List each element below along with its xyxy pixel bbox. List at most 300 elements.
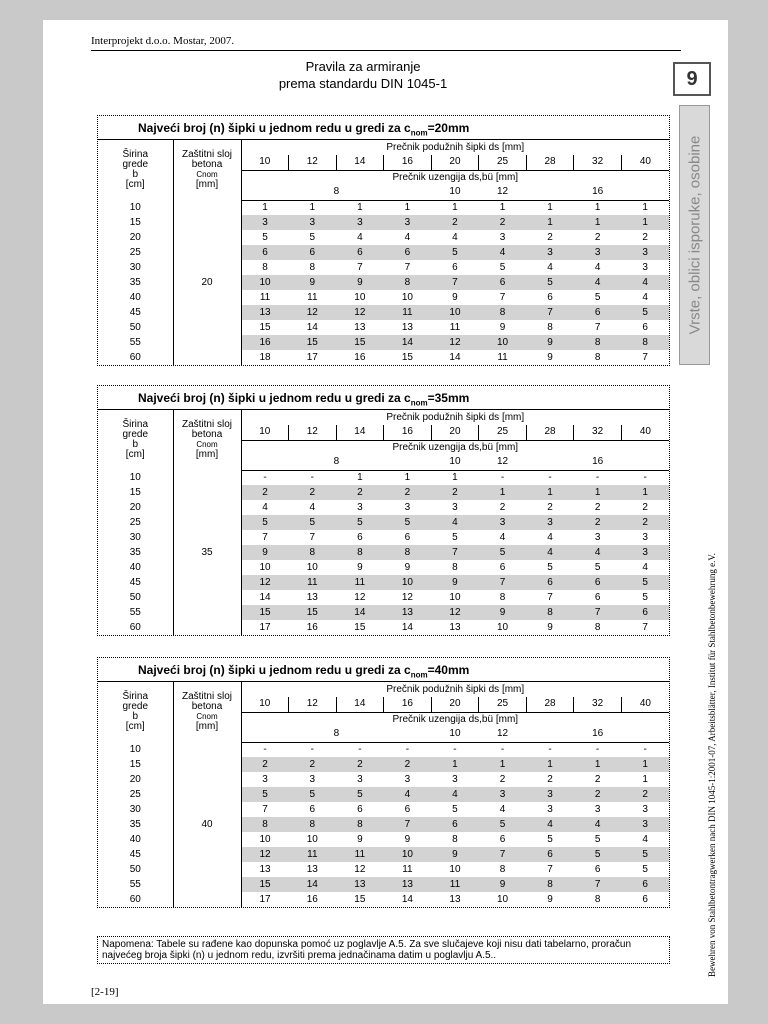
- count-cell: -: [405, 744, 410, 756]
- diameter-header: 25: [479, 425, 527, 440]
- count-cell: 8: [499, 864, 506, 875]
- count-cell: 9: [499, 322, 506, 333]
- count-cell: 6: [357, 532, 363, 543]
- company-header: Interprojekt d.o.o. Mostar, 2007.: [91, 35, 235, 47]
- count-cell: 7: [431, 275, 479, 290]
- count-cell: 9: [357, 834, 363, 845]
- count-cell: 8: [574, 335, 622, 350]
- count-cell: 1: [309, 202, 316, 214]
- count-cell: 7: [479, 575, 527, 590]
- count-cell: 6: [621, 877, 669, 892]
- table-row: [98, 742, 669, 757]
- count-cell: 3: [241, 215, 289, 230]
- count-cell: 8: [594, 622, 601, 633]
- count-cell: 3: [621, 245, 669, 260]
- count-cell: 8: [499, 592, 506, 603]
- count-cell: 17: [259, 894, 271, 905]
- bar-diameter-header: Prečnik podužnih šipki ds [mm]: [386, 683, 525, 695]
- side-tab: [679, 105, 710, 365]
- count-cell: 2: [574, 787, 622, 802]
- count-cell: 12: [431, 605, 479, 620]
- count-cell: 2: [594, 232, 601, 243]
- count-cell: 5: [574, 847, 622, 862]
- header-cnom: Cnom: [196, 712, 218, 721]
- count-cell: 1: [526, 757, 574, 772]
- table-row: [98, 470, 669, 485]
- count-cell: 8: [262, 262, 268, 273]
- count-cell: 3: [526, 245, 574, 260]
- width-cell: 15: [98, 485, 173, 500]
- count-cell: 2: [289, 485, 337, 500]
- width-cell: 15: [98, 757, 173, 772]
- count-cell: 2: [499, 502, 506, 513]
- count-cell: 7: [357, 262, 363, 273]
- count-cell: 5: [594, 292, 601, 303]
- count-cell: 5: [479, 817, 527, 832]
- count-cell: 6: [404, 804, 411, 815]
- count-cell: 11: [402, 864, 413, 875]
- count-cell: 4: [499, 804, 506, 815]
- count-cell: 12: [289, 305, 337, 320]
- count-cell: 10: [306, 562, 318, 573]
- count-cell: 10: [496, 622, 509, 633]
- count-cell: 14: [336, 605, 384, 620]
- count-cell: 12: [241, 847, 289, 862]
- count-cell: 4: [357, 232, 363, 243]
- width-cell: 10: [98, 742, 173, 757]
- count-cell: 3: [262, 774, 268, 785]
- count-cell: 15: [241, 605, 289, 620]
- count-cell: 15: [354, 622, 366, 633]
- diameter-header: 40: [621, 425, 669, 440]
- count-cell: 4: [479, 245, 527, 260]
- stirrup-12: 12: [479, 455, 527, 470]
- count-cell: -: [310, 472, 314, 484]
- count-cell: 2: [642, 232, 648, 243]
- diameter-header: 28: [526, 697, 574, 712]
- bar-count-table: [98, 140, 669, 365]
- count-cell: 9: [289, 275, 337, 290]
- count-cell: -: [643, 744, 647, 756]
- width-cell: 45: [98, 575, 173, 590]
- count-cell: 6: [594, 864, 601, 875]
- count-cell: 13: [241, 305, 289, 320]
- count-cell: 1: [594, 202, 601, 214]
- count-cell: 14: [259, 592, 271, 603]
- count-cell: 5: [547, 562, 553, 573]
- count-cell: 9: [404, 834, 411, 845]
- header-betona: betona: [191, 429, 223, 440]
- section-title: [98, 386, 669, 410]
- count-cell: 4: [526, 545, 574, 560]
- count-cell: 9: [336, 275, 384, 290]
- count-cell: 7: [431, 545, 479, 560]
- count-cell: 13: [401, 322, 413, 333]
- header-rule: [91, 50, 681, 51]
- count-cell: 10: [496, 894, 509, 905]
- header-b: b: [132, 711, 139, 722]
- count-cell: 4: [404, 232, 411, 243]
- count-cell: 13: [384, 877, 432, 892]
- count-cell: 3: [621, 545, 669, 560]
- title-line-1: Pravila za armiranje: [305, 59, 421, 74]
- width-cell: 20: [98, 500, 173, 515]
- header-cm: [cm]: [125, 179, 145, 190]
- count-cell: 10: [259, 562, 271, 573]
- count-cell: 1: [526, 485, 574, 500]
- diameter-header: 20: [431, 425, 479, 440]
- section-title-text: Najveći broj (n) šipki u jednom redu u gredi za c: [138, 121, 411, 135]
- count-cell: 4: [621, 275, 669, 290]
- count-cell: 7: [309, 532, 316, 543]
- stirrup-header: Prečnik uzengija ds,bü [mm]: [392, 441, 519, 453]
- note: Napomena: Tabele su rađene kao dopunska pomoć uz poglavlje A.5. Za sve slučajeve koji nisu dati tabelarno, proračun najvećeg broja šipki (n) u jednom redu, izvršiti prema jednačinama datim u poglavlju A.5..: [97, 936, 670, 964]
- diameter-header: 20: [431, 155, 479, 170]
- width-cell: 40: [98, 832, 173, 847]
- count-cell: 3: [594, 532, 601, 543]
- width-cell: 45: [98, 847, 173, 862]
- count-cell: 6: [574, 305, 622, 320]
- count-cell: 12: [401, 592, 413, 603]
- count-cell: 13: [384, 605, 432, 620]
- section-title-sub: nom: [410, 128, 428, 138]
- count-cell: 9: [547, 622, 553, 633]
- diameter-header: 12: [289, 697, 337, 712]
- bar-count-table: [98, 682, 669, 907]
- cover-cell: 35: [173, 470, 241, 635]
- count-cell: 7: [594, 322, 601, 333]
- count-cell: 3: [574, 245, 622, 260]
- count-cell: 3: [357, 502, 363, 513]
- section-title-text: Najveći broj (n) šipki u jednom redu u gredi za c: [138, 663, 411, 677]
- count-cell: 15: [241, 877, 289, 892]
- count-cell: 8: [289, 817, 337, 832]
- count-cell: 7: [574, 605, 622, 620]
- count-cell: -: [643, 472, 647, 484]
- count-cell: 4: [431, 515, 479, 530]
- count-cell: 3: [621, 817, 669, 832]
- count-cell: 9: [526, 335, 574, 350]
- header-grede: grede: [122, 429, 149, 440]
- count-cell: 12: [336, 305, 384, 320]
- count-cell: 7: [262, 532, 268, 543]
- stirrup-12: 12: [479, 185, 527, 200]
- stirrup-16: 16: [526, 185, 669, 200]
- count-cell: 3: [357, 774, 363, 785]
- table-row: [98, 200, 669, 215]
- diameter-header: 28: [526, 425, 574, 440]
- stirrup-10: 10: [431, 727, 479, 742]
- count-cell: 6: [452, 262, 458, 273]
- count-cell: 5: [479, 545, 527, 560]
- count-cell: 3: [404, 502, 411, 513]
- count-cell: 1: [642, 202, 648, 214]
- width-cell: 30: [98, 802, 173, 817]
- count-cell: 1: [547, 202, 553, 214]
- count-cell: -: [548, 744, 552, 756]
- count-cell: 7: [384, 817, 432, 832]
- section-title-text: Najveći broj (n) šipki u jednom redu u gredi za c: [138, 391, 411, 405]
- count-cell: 15: [289, 335, 337, 350]
- count-cell: 10: [449, 592, 461, 603]
- count-cell: 5: [452, 804, 458, 815]
- count-cell: 3: [526, 787, 574, 802]
- header-cm: [cm]: [125, 449, 145, 460]
- count-cell: 7: [574, 877, 622, 892]
- width-cell: 40: [98, 560, 173, 575]
- count-cell: 4: [642, 292, 648, 303]
- diameter-header: 32: [574, 697, 622, 712]
- count-cell: 8: [452, 562, 458, 573]
- count-cell: 2: [547, 502, 553, 513]
- count-cell: 6: [289, 245, 337, 260]
- count-cell: 8: [309, 262, 316, 273]
- count-cell: 5: [336, 515, 384, 530]
- count-cell: 1: [574, 215, 622, 230]
- header-betona: betona: [191, 701, 223, 712]
- count-cell: -: [358, 744, 362, 756]
- count-cell: 9: [452, 292, 458, 303]
- cover-header: [173, 410, 241, 470]
- count-cell: 6: [499, 834, 506, 845]
- diameter-header: 12: [289, 155, 337, 170]
- count-cell: 13: [449, 622, 461, 633]
- width-cell: 35: [98, 817, 173, 832]
- count-cell: 5: [289, 787, 337, 802]
- count-cell: 7: [479, 847, 527, 862]
- stirrup-10: 10: [431, 185, 479, 200]
- count-cell: 12: [354, 592, 366, 603]
- count-cell: 11: [449, 322, 461, 333]
- count-cell: 1: [404, 472, 411, 484]
- count-cell: 5: [594, 834, 601, 845]
- header-mm: [mm]: [195, 179, 219, 190]
- count-cell: 2: [431, 215, 479, 230]
- count-cell: 8: [594, 352, 601, 363]
- bar-diameter-header: Prečnik podužnih šipki ds [mm]: [386, 141, 525, 153]
- diameter-header: 10: [241, 155, 289, 170]
- count-cell: 6: [621, 605, 669, 620]
- count-cell: 3: [479, 515, 527, 530]
- header-b: b: [132, 169, 139, 180]
- count-cell: 8: [241, 817, 289, 832]
- count-cell: 1: [621, 485, 669, 500]
- count-cell: 3: [309, 774, 316, 785]
- count-cell: 9: [479, 877, 527, 892]
- count-cell: 1: [357, 202, 363, 214]
- count-cell: 6: [574, 575, 622, 590]
- count-cell: 6: [499, 562, 506, 573]
- count-cell: 7: [642, 352, 648, 363]
- count-cell: 1: [621, 215, 669, 230]
- count-cell: 12: [354, 864, 366, 875]
- width-cell: 20: [98, 772, 173, 787]
- count-cell: 6: [431, 817, 479, 832]
- count-cell: 10: [401, 292, 413, 303]
- count-cell: 6: [241, 245, 289, 260]
- width-cell: 60: [98, 350, 173, 365]
- count-cell: 1: [526, 215, 574, 230]
- header-zastitni: Zaštitni sloj: [181, 149, 232, 160]
- count-cell: 3: [526, 515, 574, 530]
- count-cell: 3: [452, 502, 458, 513]
- stirrup-8: 8: [241, 727, 431, 742]
- count-cell: 3: [384, 215, 432, 230]
- count-cell: 5: [384, 515, 432, 530]
- count-cell: 5: [642, 864, 648, 875]
- count-cell: 3: [642, 532, 648, 543]
- count-cell: 16: [306, 622, 318, 633]
- count-cell: 8: [336, 817, 384, 832]
- count-cell: 8: [289, 545, 337, 560]
- diameter-header: 28: [526, 155, 574, 170]
- count-cell: 10: [449, 864, 461, 875]
- count-cell: 2: [336, 485, 384, 500]
- count-cell: 2: [621, 515, 669, 530]
- count-cell: 11: [289, 575, 337, 590]
- count-cell: -: [595, 744, 600, 756]
- page-title: [253, 58, 473, 92]
- count-cell: 7: [642, 622, 648, 633]
- count-cell: 17: [259, 622, 271, 633]
- section-title: [98, 116, 669, 140]
- count-cell: 2: [621, 787, 669, 802]
- count-cell: -: [453, 744, 457, 756]
- width-cell: 25: [98, 515, 173, 530]
- count-cell: 8: [336, 545, 384, 560]
- count-cell: 15: [354, 894, 366, 905]
- header-cnom: Cnom: [196, 170, 218, 179]
- count-cell: 3: [452, 774, 458, 785]
- width-cell: 55: [98, 605, 173, 620]
- width-cell: 20: [98, 230, 173, 245]
- side-tab-label: Vrste, oblici isporuke, osobine: [686, 135, 703, 335]
- count-cell: 6: [642, 894, 648, 905]
- table-section: [97, 385, 670, 636]
- count-cell: 16: [241, 335, 289, 350]
- stirrup-header: Prečnik uzengija ds,bü [mm]: [392, 713, 519, 725]
- count-cell: 4: [642, 562, 648, 573]
- section-title: [98, 658, 669, 682]
- diameter-header: 14: [336, 425, 384, 440]
- count-cell: 11: [384, 305, 432, 320]
- count-cell: 11: [336, 847, 384, 862]
- count-cell: 4: [574, 817, 622, 832]
- header-zastitni: Zaštitni sloj: [181, 419, 232, 430]
- width-cell: 55: [98, 335, 173, 350]
- count-cell: 13: [449, 894, 461, 905]
- count-cell: 1: [452, 472, 458, 484]
- cover-cell: 40: [173, 742, 241, 907]
- count-cell: 8: [479, 305, 527, 320]
- count-cell: 7: [526, 305, 574, 320]
- title-line-2: prema standardu DIN 1045-1: [278, 76, 448, 91]
- count-cell: 10: [306, 834, 318, 845]
- width-header: [98, 140, 173, 200]
- count-cell: 14: [384, 335, 432, 350]
- count-cell: 9: [479, 605, 527, 620]
- diameter-header: 16: [384, 425, 432, 440]
- section-title-sub: nom: [410, 398, 428, 408]
- count-cell: 4: [384, 787, 432, 802]
- count-cell: 5: [621, 305, 669, 320]
- width-cell: 55: [98, 877, 173, 892]
- count-cell: 11: [307, 292, 318, 303]
- header-sirina: Širina: [122, 691, 149, 702]
- count-cell: 6: [357, 804, 363, 815]
- diameter-header: 12: [289, 425, 337, 440]
- count-cell: 1: [431, 757, 479, 772]
- stirrup-12: 12: [479, 727, 527, 742]
- count-cell: 4: [642, 834, 648, 845]
- count-cell: 5: [642, 592, 648, 603]
- count-cell: 2: [594, 502, 601, 513]
- header-mm: [mm]: [195, 449, 219, 460]
- table-section: [97, 657, 670, 908]
- cover-cell: 20: [173, 200, 241, 365]
- diameter-header: 25: [479, 155, 527, 170]
- count-cell: 8: [526, 877, 574, 892]
- count-cell: 6: [404, 532, 411, 543]
- count-cell: 2: [336, 757, 384, 772]
- count-cell: 2: [431, 485, 479, 500]
- count-cell: 5: [241, 515, 289, 530]
- count-cell: 9: [547, 352, 553, 363]
- count-cell: -: [500, 744, 505, 756]
- count-cell: 4: [547, 262, 553, 273]
- document-page: [43, 20, 728, 1004]
- count-cell: 2: [499, 774, 506, 785]
- count-cell: 1: [479, 485, 527, 500]
- count-cell: 5: [309, 232, 316, 243]
- count-cell: 8: [384, 275, 432, 290]
- count-cell: 4: [574, 275, 622, 290]
- count-cell: 1: [499, 202, 506, 214]
- diameter-header: 32: [574, 155, 622, 170]
- count-cell: 3: [479, 787, 527, 802]
- width-cell: 60: [98, 620, 173, 635]
- count-cell: 14: [449, 352, 461, 363]
- bar-diameter-header: Prečnik podužnih šipki ds [mm]: [386, 411, 525, 423]
- count-cell: 6: [526, 847, 574, 862]
- count-cell: 15: [401, 352, 413, 363]
- width-cell: 10: [98, 470, 173, 485]
- header-sirina: Širina: [122, 419, 149, 430]
- count-cell: -: [548, 472, 552, 484]
- count-cell: 10: [259, 834, 271, 845]
- count-cell: 3: [499, 232, 506, 243]
- count-cell: 2: [384, 757, 432, 772]
- width-cell: 60: [98, 892, 173, 907]
- count-cell: -: [263, 472, 267, 484]
- count-cell: 1: [574, 485, 622, 500]
- count-cell: 9: [357, 562, 363, 573]
- count-cell: 3: [336, 215, 384, 230]
- count-cell: 4: [574, 545, 622, 560]
- section-title-end: =20mm: [427, 121, 470, 135]
- count-cell: 15: [336, 335, 384, 350]
- count-cell: 4: [594, 262, 601, 273]
- count-cell: 10: [354, 292, 366, 303]
- count-cell: 5: [431, 245, 479, 260]
- count-cell: 7: [547, 864, 553, 875]
- count-cell: 2: [289, 757, 337, 772]
- count-cell: 10: [241, 275, 289, 290]
- stirrup-16: 16: [526, 727, 669, 742]
- diameter-header: 14: [336, 155, 384, 170]
- chapter-number: 9: [673, 62, 711, 96]
- side-credit: [703, 540, 721, 990]
